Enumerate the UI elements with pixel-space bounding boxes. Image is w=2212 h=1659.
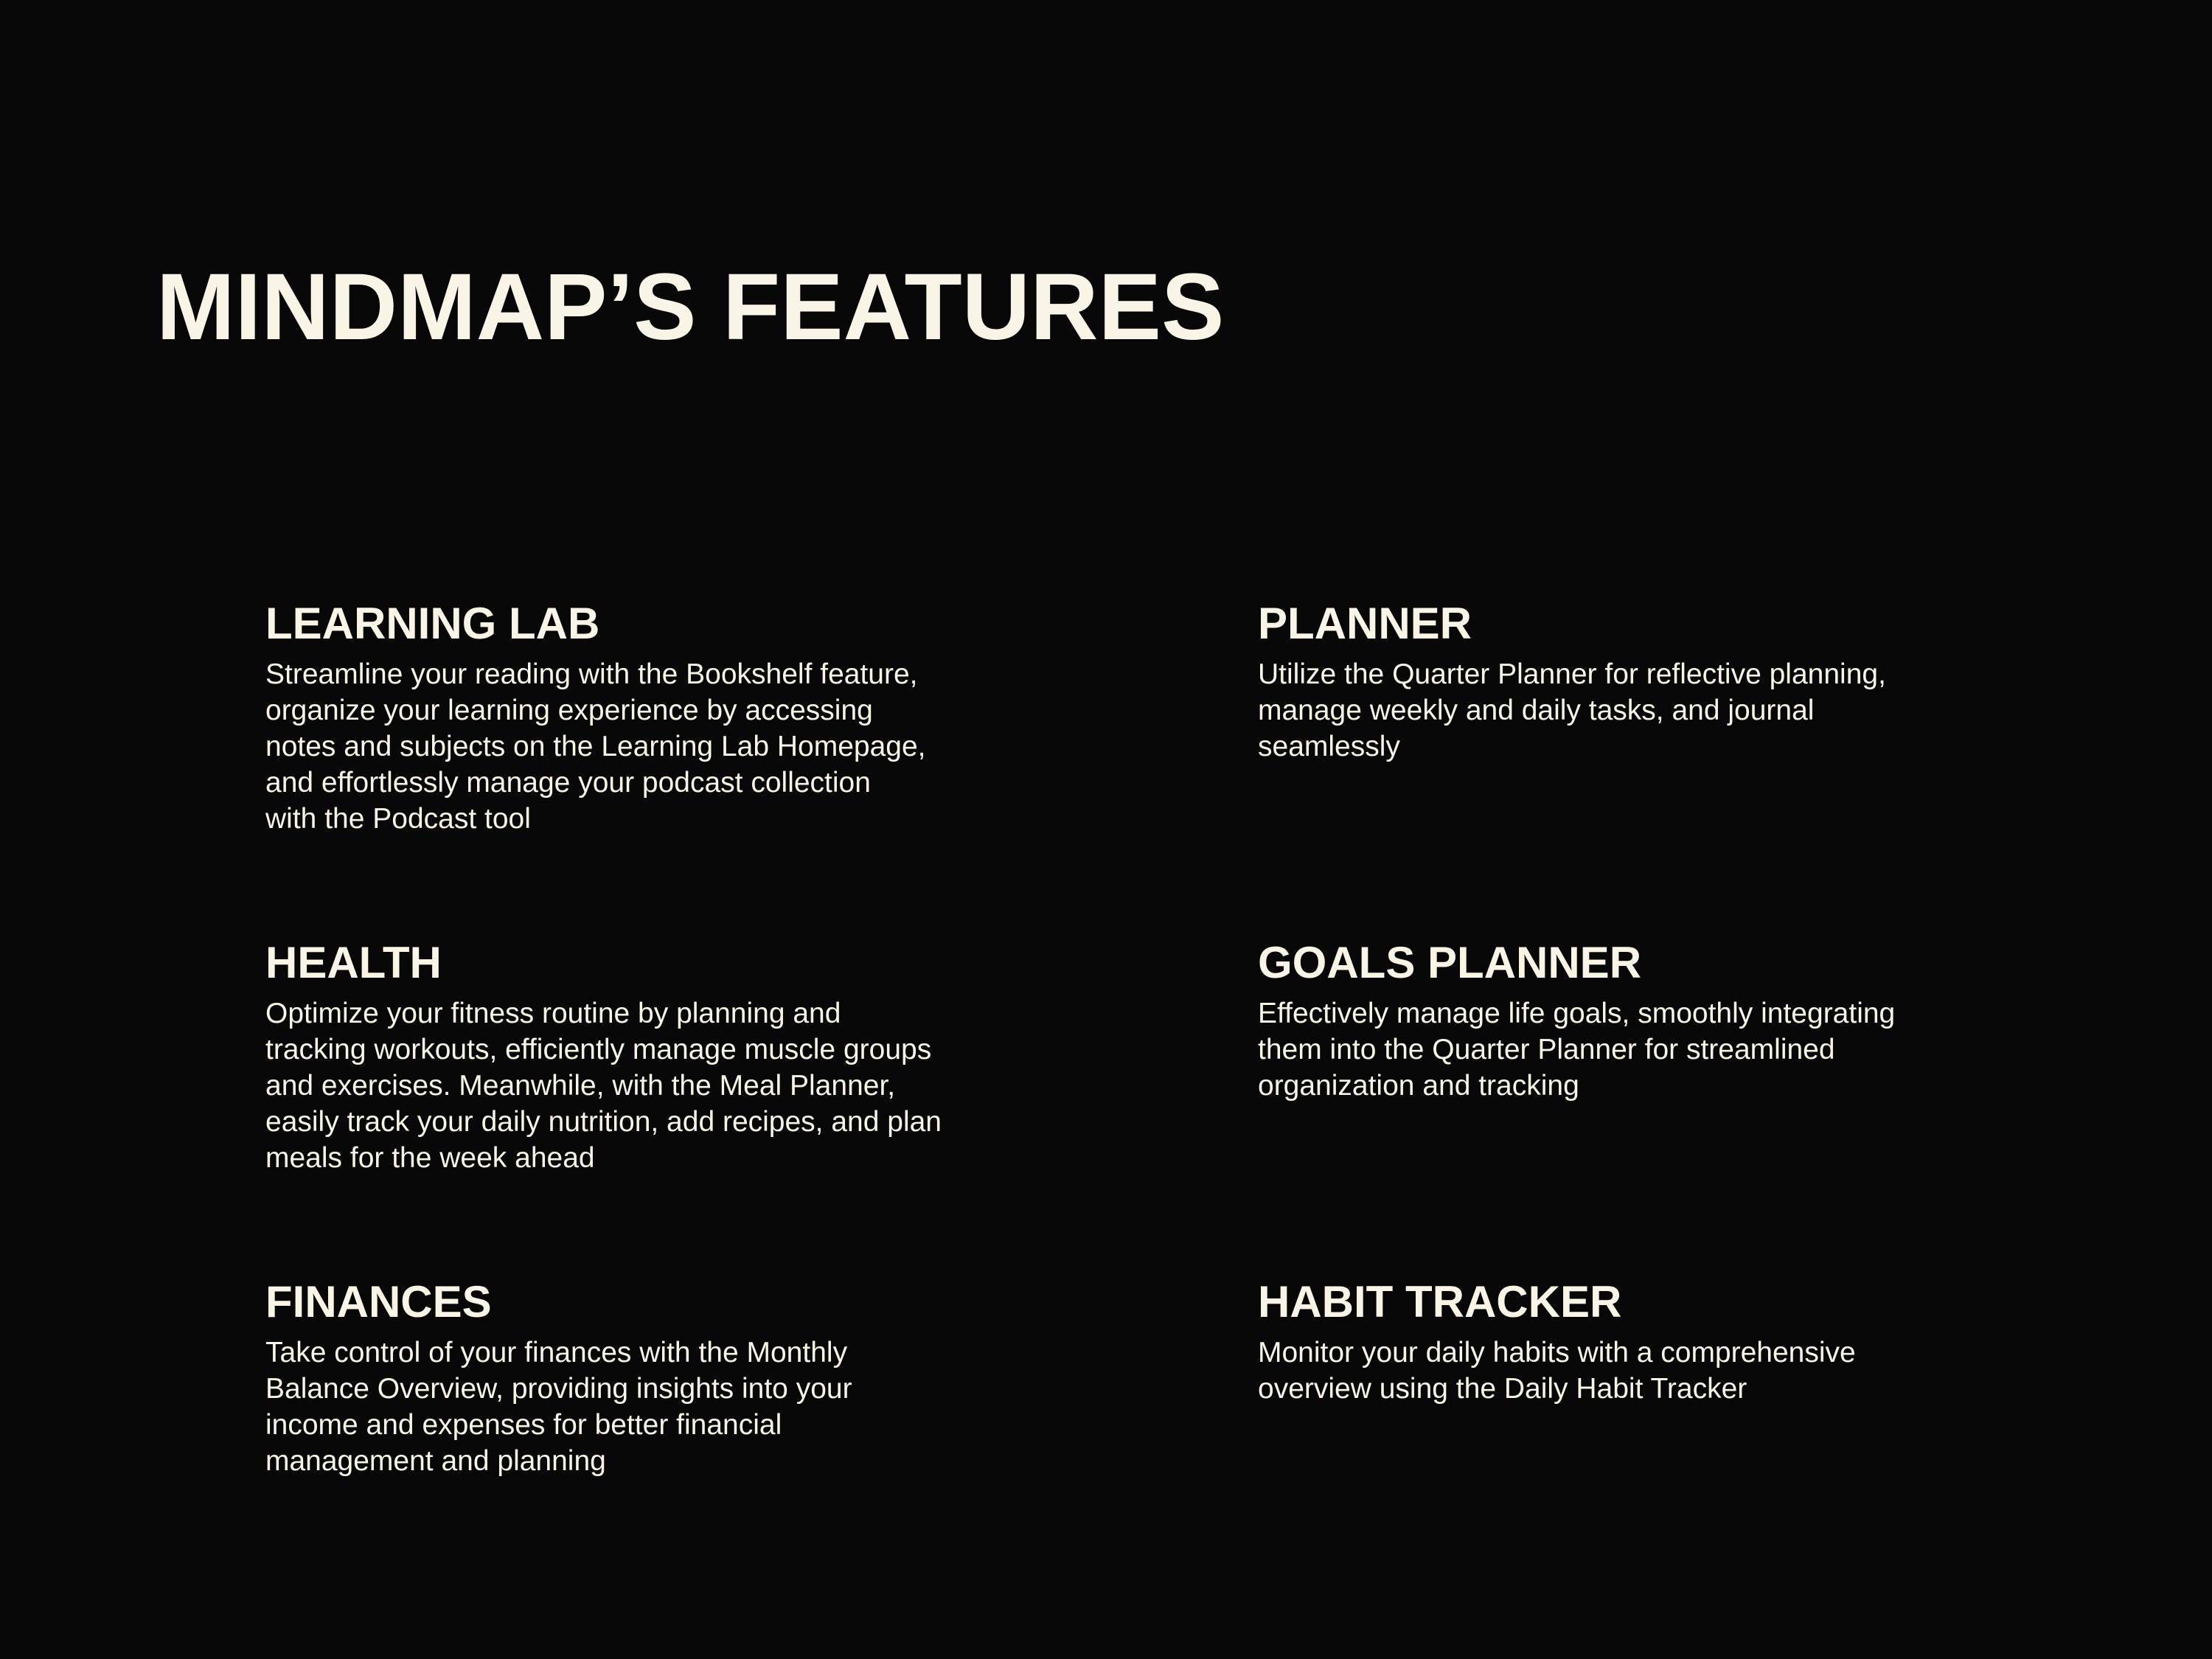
feature-habit-tracker bbox=[1258, 1276, 2025, 1407]
feature-description: Take control of your finances with the Monthly Balance Overview, providing insights into your income and expenses for better financial management and planning bbox=[265, 1337, 852, 1477]
feature-description: Utilize the Quarter Planner for reflective planning, manage weekly and daily tasks, and journal seamlessly bbox=[1258, 658, 1886, 762]
feature-learning-lab bbox=[265, 597, 1032, 837]
feature-goals-planner bbox=[1258, 936, 2025, 1104]
feature-heading: FINANCES bbox=[265, 1277, 492, 1326]
feature-heading: PLANNER bbox=[1258, 599, 1472, 648]
feature-heading: LEARNING LAB bbox=[265, 599, 600, 648]
feature-health bbox=[265, 936, 1032, 1176]
feature-heading: HABIT TRACKER bbox=[1258, 1277, 1622, 1326]
feature-description: Monitor your daily habits with a comprehensive overview using the Daily Habit Tracker bbox=[1258, 1337, 1856, 1405]
page-title: MINDMAP’S FEATURES bbox=[156, 254, 1225, 360]
feature-description: Streamline your reading with the Bookshelf feature, organize your learning experience by accessing notes and subjects on the Learning Lab Homepage, and effortlessly manage your podcast collection with the Podcast tool bbox=[265, 658, 926, 835]
feature-heading: HEALTH bbox=[265, 938, 442, 987]
feature-description: Effectively manage life goals, smoothly integrating them into the Quarter Planner for streamlined organization and tracking bbox=[1258, 998, 1896, 1102]
feature-description: Optimize your fitness routine by planning and tracking workouts, efficiently manage muscle groups and exercises. Meanwhile, with the Meal Planner, easily track your daily nutrition, add recipes, and plan meals for the week ahead bbox=[265, 998, 942, 1174]
feature-heading: GOALS PLANNER bbox=[1258, 938, 1642, 987]
feature-planner bbox=[1258, 597, 2025, 765]
feature-finances bbox=[265, 1276, 1032, 1479]
